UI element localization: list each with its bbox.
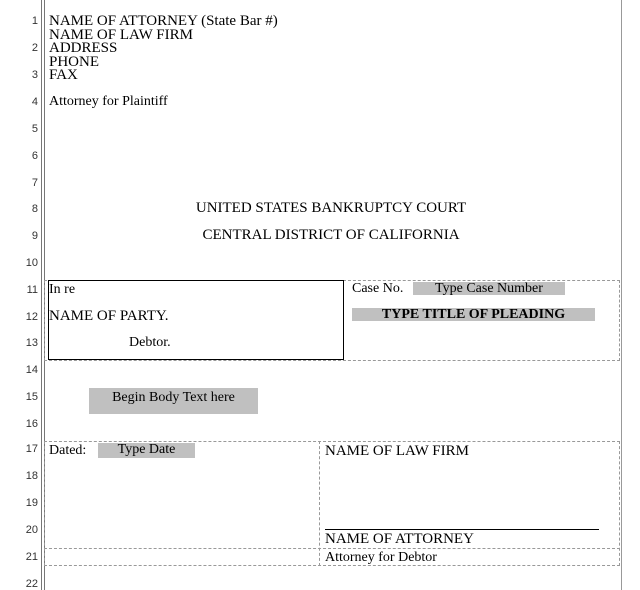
debtor-label: Debtor. (129, 335, 171, 350)
line-number: 15 (25, 391, 38, 403)
date-field[interactable]: Type Date (98, 443, 195, 458)
caption-top-rule (48, 280, 344, 281)
line-number: 20 (25, 524, 38, 536)
line-number: 19 (25, 497, 38, 509)
line-number: 5 (31, 123, 38, 135)
signature-line (325, 529, 599, 530)
line-number: 4 (31, 96, 38, 108)
line-number: 10 (25, 257, 38, 269)
line-number: 3 (31, 69, 38, 81)
dated-label: Dated: (49, 443, 87, 458)
signature-row-divider (44, 548, 620, 549)
attorney-for-debtor: Attorney for Debtor (325, 550, 437, 565)
line-number: 11 (26, 284, 38, 296)
line-number: 14 (25, 364, 38, 376)
case-number-field[interactable]: Type Case Number (413, 282, 565, 295)
law-firm-name: NAME OF LAW FIRM (49, 27, 193, 43)
address: ADDRESS (49, 40, 118, 56)
attorney-for-plaintiff: Attorney for Plaintiff (49, 94, 168, 109)
court-district: CENTRAL DISTRICT OF CALIFORNIA (202, 227, 460, 243)
line-number: 17 (25, 443, 38, 455)
line-number: 18 (25, 470, 38, 482)
line-number: 1 (31, 15, 38, 27)
signature-law-firm: NAME OF LAW FIRM (325, 443, 469, 459)
in-re-label: In re (49, 282, 76, 297)
attorney-name: NAME OF ATTORNEY (State Bar #) (49, 13, 278, 29)
left-margin-rule (41, 0, 42, 590)
line-number: 12 (25, 311, 38, 323)
right-margin-rule (621, 0, 622, 590)
case-no-label: Case No. (352, 281, 404, 296)
pleading-title-field[interactable]: TYPE TITLE OF PLEADING (352, 308, 595, 321)
line-number: 21 (25, 551, 38, 563)
line-number: 7 (31, 177, 38, 189)
party-name: NAME OF PARTY. (49, 308, 169, 324)
signature-attorney-name: NAME OF ATTORNEY (325, 531, 474, 547)
line-number: 6 (31, 150, 38, 162)
body-text-field[interactable]: Begin Body Text here (89, 388, 258, 414)
line-number: 9 (31, 230, 38, 242)
fax: FAX (49, 67, 78, 83)
phone: PHONE (49, 54, 100, 70)
line-number: 22 (25, 578, 38, 590)
line-number: 16 (25, 418, 38, 430)
line-number: 2 (31, 42, 38, 54)
line-number: 8 (31, 203, 38, 215)
line-number: 13 (25, 337, 38, 349)
court-name: UNITED STATES BANKRUPTCY COURT (195, 200, 467, 216)
